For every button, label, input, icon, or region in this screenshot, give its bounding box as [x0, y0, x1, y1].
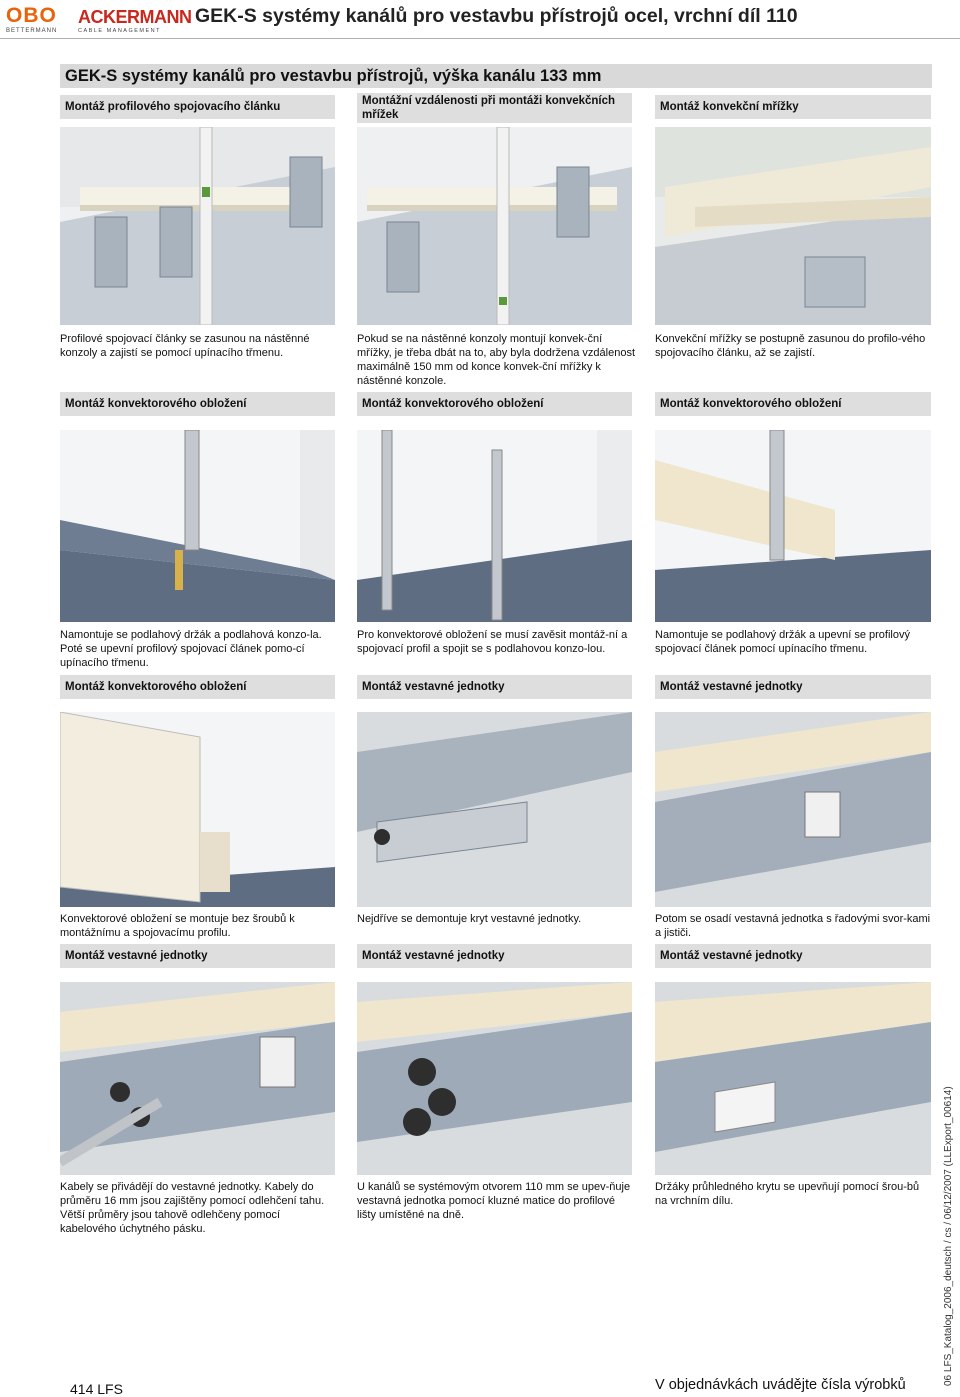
catalog-export-code: 06 LFS_Katalog_2006_deutsch / cs / 06/12/2007 (LLExport_00614) [943, 1086, 954, 1386]
step-12-photo [655, 982, 931, 1175]
step-5-title: Montáž konvektorového obložení [357, 392, 632, 416]
step-2-title: Montážní vzdálenosti při montáži konvekčních mřížek [357, 93, 632, 123]
step-11-photo [357, 982, 632, 1175]
page-number: 414 LFS [70, 1381, 123, 1397]
step-4-caption: Namontuje se podlahový držák a podlahová konzo-la. Poté se upevní profilový spojovací článek pomo-cí upínacího třmenu. [60, 629, 322, 669]
step-11-caption: U kanálů se systémovým otvorem 110 mm se upev-ňuje vestavná jednotka pomocí kluzné matice do profilové lišty umístěné na dně. [357, 1181, 631, 1221]
step-2-caption: Pokud se na nástěnné konzoly montují konvek-ční mřížky, je třeba dbát na to, aby byla dodržena vzdálenost maximálně 150 mm od konce konvek-ční mřížky k nástěnné konzole. [357, 333, 636, 387]
obo-logo-mark: OBO [6, 4, 57, 27]
step-11-title: Montáž vestavné jednotky [357, 944, 632, 968]
step-8-title: Montáž vestavné jednotky [357, 675, 632, 699]
step-8-caption: Nejdříve se demontuje kryt vestavné jednotky. [357, 913, 582, 925]
section-title: GEK-S systémy kanálů pro vestavbu přístrojů, výška kanálu 133 mm [60, 64, 932, 88]
step-7-title: Montáž konvektorového obložení [60, 675, 335, 699]
header-divider [0, 38, 960, 39]
obo-logo [6, 5, 60, 35]
step-4-photo [60, 430, 335, 622]
step-7-caption: Konvektorové obložení se montuje bez šroubů k montážnímu a spojovacímu profilu. [60, 913, 295, 939]
obo-logo-sub: BETTERMANN [6, 28, 58, 34]
footer-note: V objednávkách uvádějte čísla výrobků [655, 1377, 906, 1393]
step-9-title: Montáž vestavné jednotky [655, 675, 931, 699]
step-9-caption: Potom se osadí vestavná jednotka s řadovými svor-kami a jističi. [655, 913, 931, 939]
step-3-caption: Konvekční mřížky se postupně zasunou do profilo-vého spojovacího článku, až se zajistí. [655, 333, 926, 359]
step-8-photo [357, 712, 632, 907]
step-5-caption: Pro konvektorové obložení se musí zavěsit montáž-ní a spojovací profil a spojit se s podlahovou konzo-lou. [357, 629, 628, 655]
step-2-photo [357, 127, 632, 325]
step-3-title: Montáž konvekční mřížky [655, 95, 931, 119]
step-12-caption: Držáky průhledného krytu se upevňují pomocí šrou-bů na vrchním dílu. [655, 1181, 920, 1207]
step-4-title: Montáž konvektorového obložení [60, 392, 335, 416]
step-9-photo [655, 712, 931, 907]
step-6-photo [655, 430, 931, 622]
step-6-title: Montáž konvektorového obložení [655, 392, 931, 416]
step-7-photo [60, 712, 335, 907]
ackermann-logo-mark: ACKERMANN [78, 7, 192, 27]
step-10-title: Montáž vestavné jednotky [60, 944, 335, 968]
step-6-caption: Namontuje se podlahový držák a upevní se profilový spojovací článek pomocí upínacího třmenu. [655, 629, 910, 655]
step-3-photo [655, 127, 931, 325]
ackermann-logo [78, 6, 192, 36]
step-1-title: Montáž profilového spojovacího článku [60, 95, 335, 119]
page-title: GEK-S systémy kanálů pro vestavbu přístrojů ocel, vrchní díl 110 [195, 5, 798, 27]
step-10-caption: Kabely se přivádějí do vestavné jednotky. Kabely do průměru 16 mm jsou zajištěny pomocí odlehčení tahu. Větší průměry jsou tahově odlehčeny pomocí kabelového úchytného pásku. [60, 1181, 325, 1235]
step-12-title: Montáž vestavné jednotky [655, 944, 931, 968]
step-5-photo [357, 430, 632, 622]
step-1-photo [60, 127, 335, 325]
step-1-caption: Profilové spojovací články se zasunou na nástěnné konzoly a zajistí se pomocí upínacího třmenu. [60, 333, 310, 359]
step-10-photo [60, 982, 335, 1175]
ackermann-logo-sub: CABLE MANAGEMENT [78, 28, 161, 34]
